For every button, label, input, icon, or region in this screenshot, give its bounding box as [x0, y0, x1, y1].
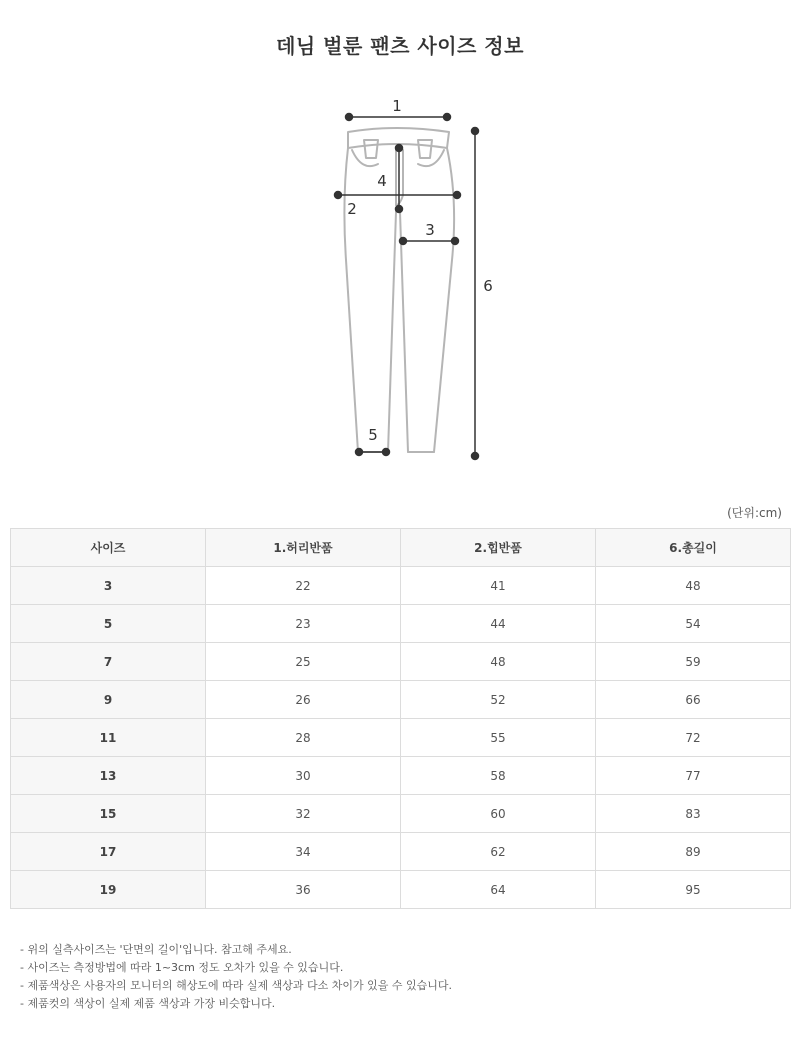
value-cell: 95 [596, 871, 791, 909]
size-cell: 17 [11, 833, 206, 871]
label-3: 3 [425, 221, 435, 239]
label-2: 2 [347, 200, 357, 218]
value-cell: 36 [206, 871, 401, 909]
label-1: 1 [392, 97, 402, 115]
value-cell: 23 [206, 605, 401, 643]
value-cell: 48 [596, 567, 791, 605]
value-cell: 28 [206, 719, 401, 757]
table-row [11, 643, 791, 681]
header-waist: 1.허리반품 [206, 529, 401, 567]
value-cell: 66 [596, 681, 791, 719]
table-body [11, 567, 791, 909]
label-4: 4 [377, 172, 387, 190]
value-cell: 62 [401, 833, 596, 871]
header-hip: 2.힙반품 [401, 529, 596, 567]
table-row [11, 757, 791, 795]
value-cell: 77 [596, 757, 791, 795]
table-row [11, 871, 791, 909]
header-length: 6.총길이 [596, 529, 791, 567]
header-size: 사이즈 [11, 529, 206, 567]
value-cell: 44 [401, 605, 596, 643]
pants-measurement-diagram [0, 90, 800, 470]
note-item: - 제품색상은 사용자의 모니터의 해상도에 따라 실제 색상과 다소 차이가 있을 수 있습니다. [20, 977, 780, 995]
table-row [11, 833, 791, 871]
table-row [11, 719, 791, 757]
value-cell: 41 [401, 567, 596, 605]
value-cell: 30 [206, 757, 401, 795]
size-cell: 7 [11, 643, 206, 681]
page-title: 데님 벌룬 팬츠 사이즈 정보 [276, 34, 524, 58]
value-cell: 48 [401, 643, 596, 681]
size-cell: 3 [11, 567, 206, 605]
value-cell: 59 [596, 643, 791, 681]
label-5: 5 [368, 426, 378, 444]
value-cell: 32 [206, 795, 401, 833]
table-row [11, 681, 791, 719]
note-item: - 위의 실측사이즈는 '단면의 길이'입니다. 참고해 주세요. [20, 941, 780, 959]
value-cell: 25 [206, 643, 401, 681]
note-item: - 제품컷의 색상이 실제 제품 색상과 가장 비슷합니다. [20, 995, 780, 1013]
unit-label: (단위:cm) [727, 506, 782, 520]
size-cell: 13 [11, 757, 206, 795]
table-row [11, 795, 791, 833]
value-cell: 22 [206, 567, 401, 605]
value-cell: 34 [206, 833, 401, 871]
value-cell: 83 [596, 795, 791, 833]
value-cell: 54 [596, 605, 791, 643]
value-cell: 52 [401, 681, 596, 719]
value-cell: 89 [596, 833, 791, 871]
value-cell: 64 [401, 871, 596, 909]
label-6: 6 [483, 277, 493, 295]
value-cell: 60 [401, 795, 596, 833]
size-cell: 11 [11, 719, 206, 757]
value-cell: 55 [401, 719, 596, 757]
table-row [11, 567, 791, 605]
table-row [11, 605, 791, 643]
size-cell: 9 [11, 681, 206, 719]
size-cell: 15 [11, 795, 206, 833]
value-cell: 58 [401, 757, 596, 795]
value-cell: 26 [206, 681, 401, 719]
size-table [10, 528, 791, 909]
note-item: - 사이즈는 측정방법에 따라 1~3cm 정도 오차가 있을 수 있습니다. [20, 959, 780, 977]
size-cell: 19 [11, 871, 206, 909]
table-header-row [11, 529, 791, 567]
size-cell: 5 [11, 605, 206, 643]
value-cell: 72 [596, 719, 791, 757]
notes-list [20, 941, 780, 1013]
